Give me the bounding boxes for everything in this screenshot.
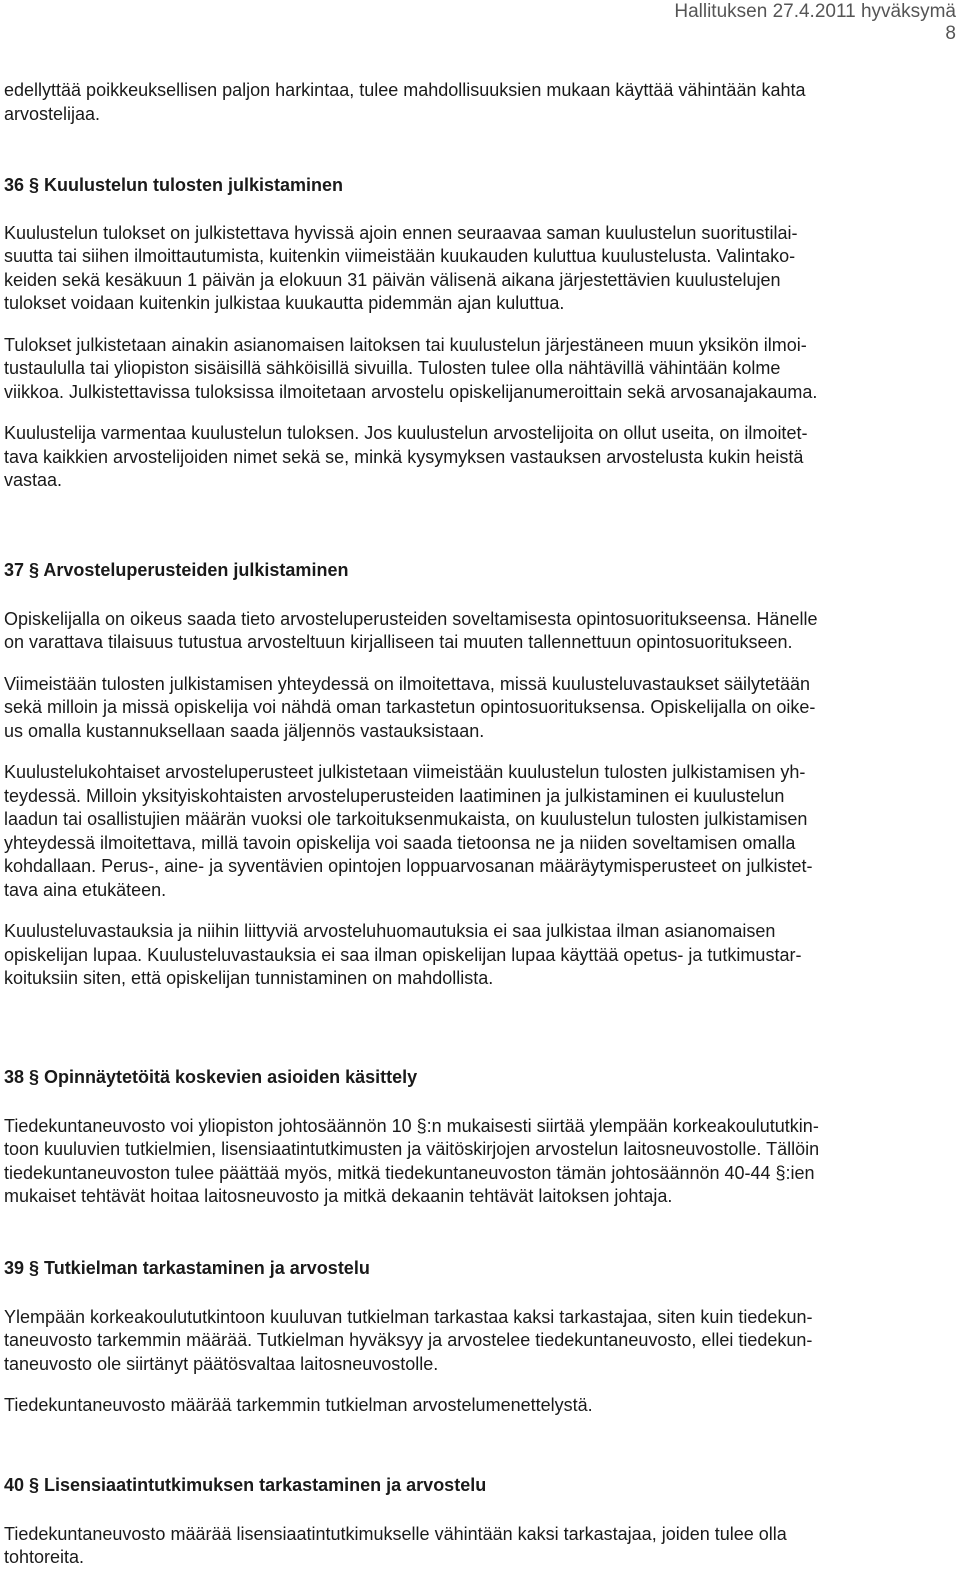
text-line: opiskelijan lupaa. Kuulusteluvastauksia ei saa ilman opiskelijan lupaa käyttää opetus- ja tutkimustar-	[4, 944, 802, 965]
page-number: 8	[945, 23, 956, 44]
text-line: tulokset voidaan kuitenkin julkistaa kuukautta pidemmän ajan kuluttua.	[4, 293, 565, 313]
text-line: kohdallaan. Perus-, aine- ja syventävien opintojen loppuarvosanan määräytymisperusteet on julkistet-	[4, 856, 813, 876]
section-heading: 37 § Arvosteluperusteiden julkistaminen	[4, 560, 349, 580]
text-line: teydessä. Milloin yksityiskohtaisten arvosteluperusteiden laatiminen ja julkistaminen ei kuulustelun	[4, 785, 785, 806]
paragraph	[4, 920, 952, 991]
section-38	[4, 1066, 952, 1209]
text-line: Tulokset julkistetaan ainakin asianomaisen laitoksen tai kuulustelun järjestäneen muun yksikön ilmoi-	[4, 334, 807, 355]
text-line: sekä milloin ja missä opiskelija voi nähdä oman tarkastetun opintosuorituksensa. Opiskelijalla on oike-	[4, 697, 816, 717]
text-line: toon kuuluvien tutkielmien, lisensiaatintutkimusten ja väitöskirjojen arvostelun laitosneuvostolle. Tällöin	[4, 1139, 820, 1159]
text-line: Kuulusteluvastauksia ja niihin liittyviä arvosteluhuomautuksia ei saa julkistaa ilman asianomaisen	[4, 921, 776, 941]
section-heading: 36 § Kuulustelun tulosten julkistaminen	[4, 175, 344, 195]
intro-paragraph	[4, 79, 952, 126]
section-39	[4, 1257, 952, 1418]
paragraph	[4, 1523, 952, 1570]
text-line: Ylempään korkeakoulututkintoon kuuluvan tutkielman tarkastaa kaksi tarkastajaa, siten kuin tiedekun-	[4, 1306, 813, 1327]
text-line: viikkoa. Julkistettavissa tuloksissa ilmoitetaan arvostelu opiskelijanumeroittain sekä arvosanajakauma.	[4, 381, 818, 402]
text-line: Kuulustelun tulokset on julkistettava hyvissä ajoin ennen seuraavaa saman kuulustelun suoritustilai-	[4, 222, 798, 243]
text-line: taneuvosto tarkemmin määrää. Tutkielman hyväksyy ja arvostelee tiedekuntaneuvosto, ellei tiedekun-	[4, 1330, 813, 1350]
text-line: koituksiin siten, että opiskelijan tunnistaminen on mahdollista.	[4, 968, 494, 988]
text-line: tiedekuntaneuvoston tulee päättää myös, mitkä tiedekuntaneuvoston tämän johtosäännön 40-44 §:ien	[4, 1162, 815, 1183]
section-heading: 40 § Lisensiaatintutkimuksen tarkastaminen ja arvostelu	[4, 1475, 487, 1495]
text-line: Viimeistään tulosten julkistamisen yhteydessä on ilmoitettava, missä kuulusteluvastaukset säilytetään	[4, 673, 811, 694]
text-line: us omalla kustannuksellaan saada jäljennös vastauksistaan.	[4, 720, 485, 741]
text-line: on varattava tilaisuus tutustua arvosteltuun kirjalliseen tai muuten tallennettuun opintosuoritukseen.	[4, 632, 793, 652]
text-line: Tiedekuntaneuvosto määrää lisensiaatintutkimukselle vähintään kaksi tarkastajaa, joiden tulee olla	[4, 1523, 787, 1544]
section-heading: 39 § Tutkielman tarkastaminen ja arvostelu	[4, 1258, 370, 1278]
text-line: tustaululla tai yliopiston sisäisillä sähköisillä sivuilla. Tulosten tulee olla nähtävillä vähintään kolme	[4, 358, 781, 378]
section-36	[4, 174, 952, 493]
paragraph	[4, 761, 952, 902]
text-line: vastaa.	[4, 470, 63, 490]
paragraph	[4, 1115, 952, 1209]
text-line: laadun tai osallistujien määrän vuoksi ole tarkoituksenmukaista, on kuulustelun tulosten julkistamisen	[4, 809, 808, 829]
text-line: Tiedekuntaneuvosto voi yliopiston johtosäännön 10 §:n mukaisesti siirtää ylempään korkeakoulututkin-	[4, 1115, 819, 1136]
text-line: Tiedekuntaneuvosto määrää tarkemmin tutkielman arvostelumenettelystä.	[4, 1395, 593, 1415]
paragraph	[4, 222, 952, 316]
text-line: tohtoreita.	[4, 1547, 85, 1567]
page-header: Hallituksen 27.4.2011 hyväksymä	[674, 1, 956, 22]
text-line: tava aina etukäteen.	[4, 879, 167, 900]
paragraph	[4, 1306, 952, 1377]
text-line: Kuulustelija varmentaa kuulustelun tuloksen. Jos kuulustelun arvostelijoita on ollut useita, on ilmoitet-	[4, 423, 808, 443]
text-line: tava kaikkien arvostelijoiden nimet sekä se, minkä kysymyksen vastauksen arvostelusta kukin heistä	[4, 446, 804, 467]
paragraph	[4, 673, 952, 744]
text-line: taneuvosto ole siirtänyt päätösvaltaa laitosneuvostolle.	[4, 1353, 439, 1374]
text-line: yhteydessä ilmoitettava, millä tavoin opiskelija voi saada tietoonsa ne ja niiden soveltamisen omalla	[4, 832, 796, 853]
text-line: Kuulustelukohtaiset arvosteluperusteet julkistetaan viimeistään kuulustelun tulosten julkistamisen yh-	[4, 762, 806, 782]
text-line: mukaiset tehtävät hoitaa laitosneuvosto ja mitkä dekaanin tehtävät laitoksen johtaja.	[4, 1186, 673, 1206]
text-line: keiden sekä kesäkuun 1 päivän ja elokuun 31 päivän välisenä aikana järjestettävien kuulustelujen	[4, 269, 781, 290]
text-line: arvostelijaa.	[4, 103, 101, 124]
paragraph	[4, 422, 952, 493]
section-40	[4, 1474, 952, 1570]
text-line: Opiskelijalla on oikeus saada tieto arvosteluperusteiden soveltamisesta opintosuoritukseensa. Hänelle	[4, 608, 818, 629]
text-line: suutta tai siihen ilmoittautumista, kuitenkin viimeistään kuukauden kuluttua kuulustelusta. Valintako-	[4, 246, 796, 266]
text-line: edellyttää poikkeuksellisen paljon harkintaa, tulee mahdollisuuksien mukaan käyttää vähintään kahta	[4, 80, 806, 100]
paragraph	[4, 608, 952, 655]
paragraph	[4, 1394, 952, 1418]
section-37	[4, 559, 952, 991]
section-heading: 38 § Opinnäytetöitä koskevien asioiden käsittely	[4, 1067, 418, 1087]
paragraph	[4, 334, 952, 405]
